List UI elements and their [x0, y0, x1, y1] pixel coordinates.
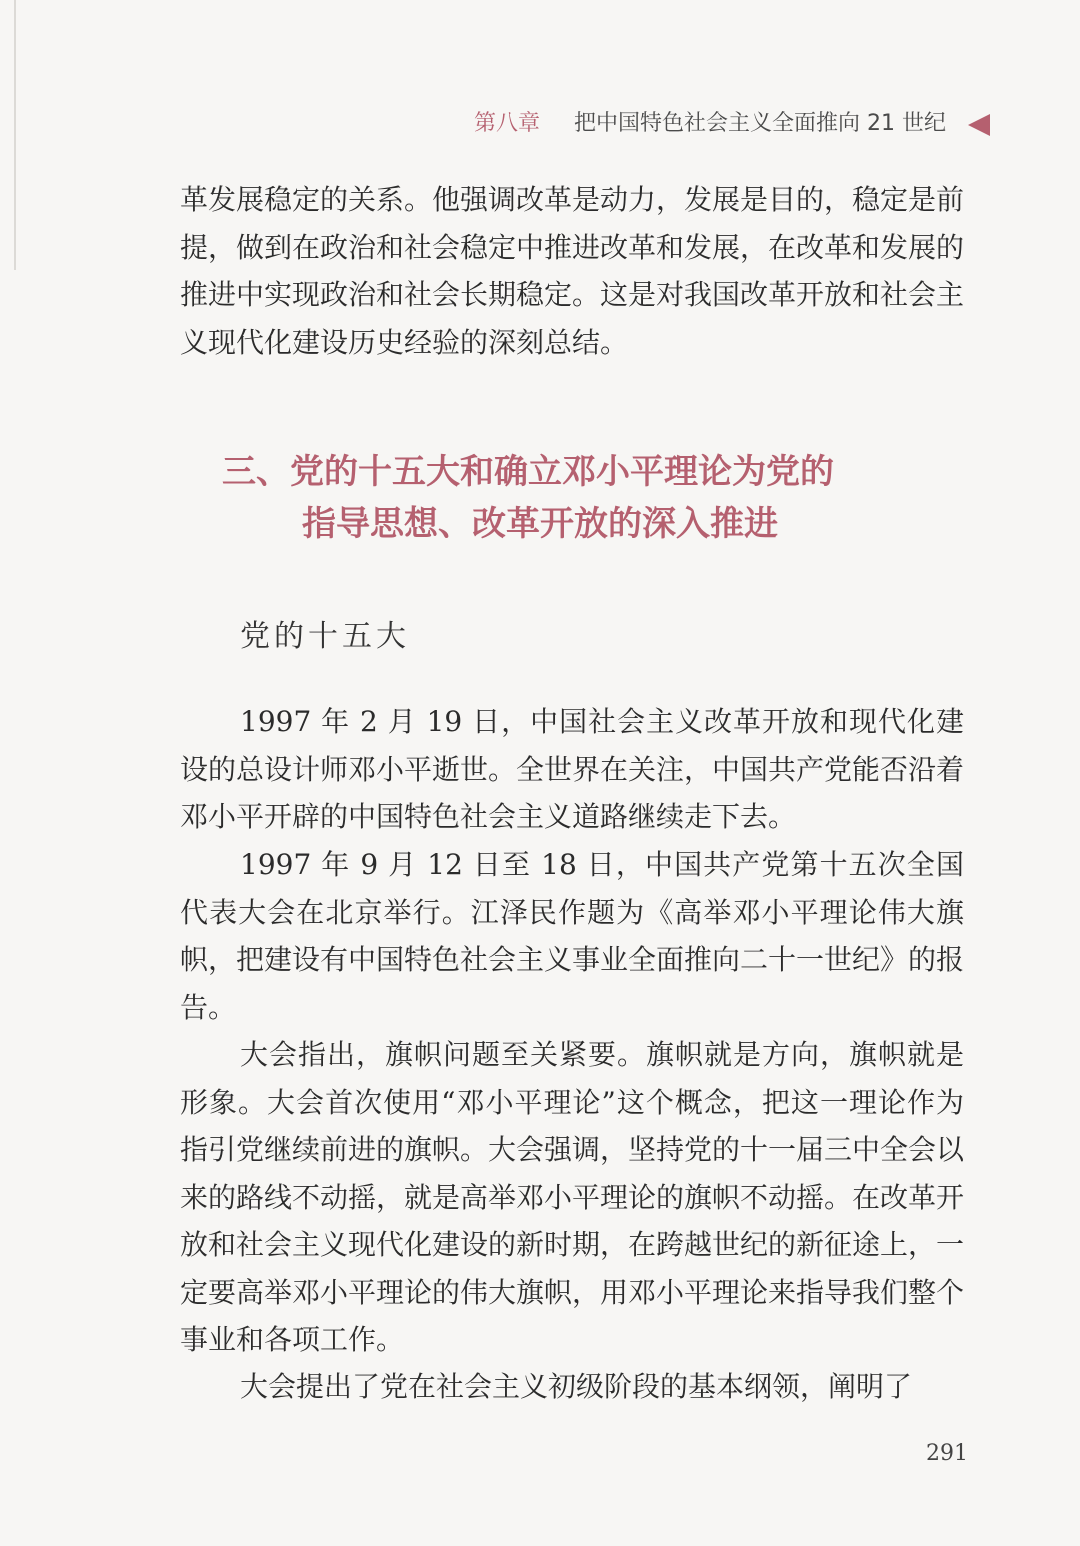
page-number: 291 — [926, 1441, 968, 1466]
running-head-title: 把中国特色社会主义全面推向 21 世纪 — [574, 111, 946, 136]
body-paragraph-continued: 革发展稳定的关系。他强调改革是动力，发展是目的，稳定是前提，做到在政治和社会稳定中推进改革和发展，在改革和发展的推进中实现政治和社会长期稳定。这是对我国改革开放和社会主义现代化建设历史经验的深刻总结。 — [180, 183, 965, 359]
body-paragraph: 大会指出，旗帜问题至关紧要。旗帜就是方向，旗帜就是形象。大会首次使用“邓小平理论”这个概念，把这一理论作为指引党继续前进的旗帜。大会强调，坚持党的十一届三中全会以来的路线不动摇，就是高举邓小平理论的旗帜不动摇。在改革开放和社会主义现代化建设的新时期，在跨越世纪的新征途上，一定要高举邓小平理论的伟大旗帜，用邓小平理论来指导我们整个事业和各项工作。 — [180, 1038, 965, 1356]
body-paragraph: 1997 年 2 月 19 日，中国社会主义改革开放和现代化建设的总设计师邓小平逝世。全世界在关注，中国共产党能否沿着邓小平开辟的中国特色社会主义道路继续走下去。 — [180, 705, 965, 833]
page-spine-line — [14, 0, 16, 270]
body-paragraph: 大会提出了党在社会主义初级阶段的基本纲领，阐明了 — [240, 1370, 913, 1403]
section-heading — [222, 446, 962, 550]
sub-heading: 党的十五大 — [240, 619, 410, 654]
running-head-chapter: 第八章 — [474, 111, 541, 136]
section-heading-line-2: 指导思想、改革开放的深入推进 — [302, 504, 778, 544]
body-paragraph: 1997 年 9 月 12 日至 18 日，中国共产党第十五次全国代表大会在北京举行。江泽民作题为《高举邓小平理论伟大旗帜，把建设有中国特色社会主义事业全面推向二十一世纪》的报告。 — [180, 848, 965, 1024]
left-triangle-icon — [968, 114, 990, 136]
section-heading-line-1: 三、党的十五大和确立邓小平理论为党的 — [222, 452, 834, 492]
running-head — [400, 104, 1000, 144]
